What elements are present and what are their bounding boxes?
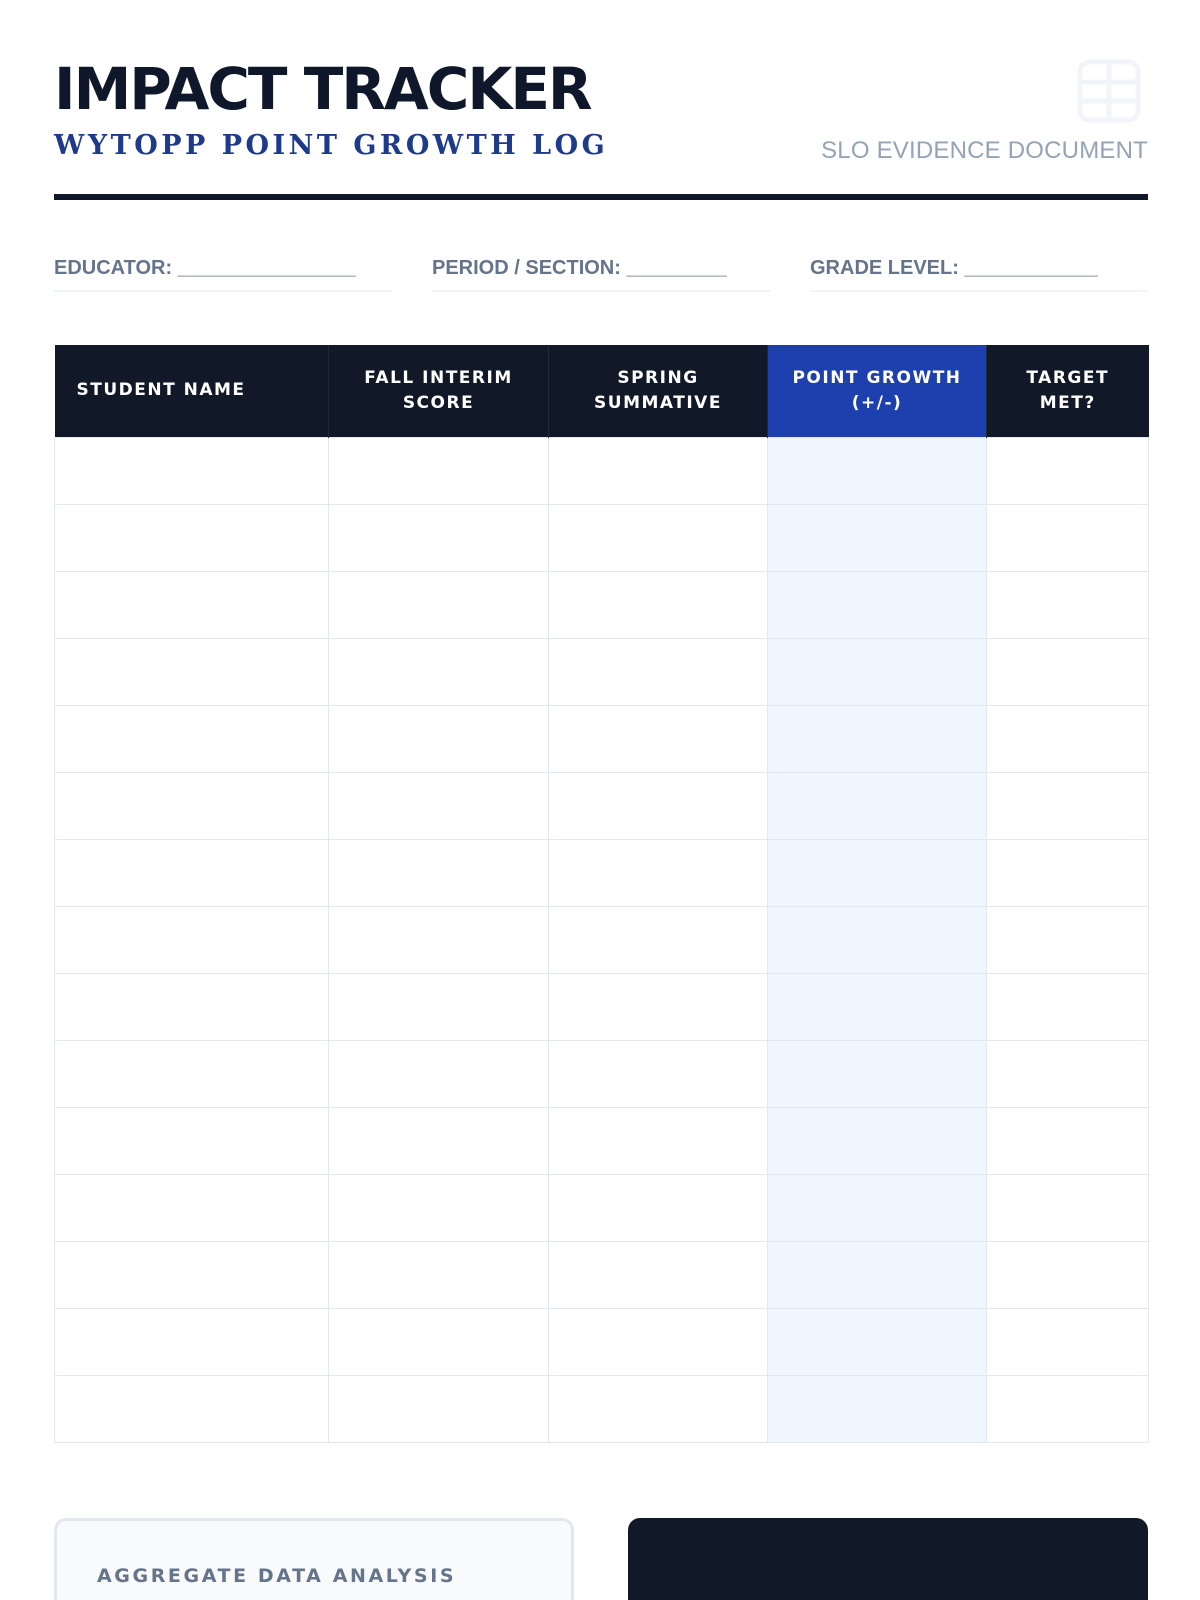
educator-field[interactable]: EDUCATOR: ________________ — [54, 252, 392, 292]
document-header — [54, 54, 1148, 200]
fall-interim-score-cell[interactable] — [329, 1375, 549, 1442]
student-name-cell[interactable] — [55, 1308, 329, 1375]
spring-summative-cell[interactable] — [549, 1107, 768, 1174]
student-name-cell[interactable] — [55, 571, 329, 638]
student-name-cell[interactable] — [55, 638, 329, 705]
table-grid-icon — [1076, 58, 1142, 124]
fall-interim-score-cell[interactable] — [329, 504, 549, 571]
target-met-cell[interactable] — [987, 1308, 1149, 1375]
grade-level-field[interactable]: GRADE LEVEL: ____________ — [810, 252, 1148, 292]
document-type-label: SLO EVIDENCE DOCUMENT — [821, 137, 1148, 164]
table-row — [55, 973, 1149, 1040]
spring-summative-cell[interactable] — [549, 1308, 768, 1375]
point-growth-cell[interactable] — [768, 1375, 987, 1442]
point-growth-cell[interactable] — [768, 1241, 987, 1308]
fall-interim-score-cell[interactable] — [329, 1174, 549, 1241]
target-met-cell[interactable] — [987, 1375, 1149, 1442]
table-row — [55, 1107, 1149, 1174]
table-row — [55, 571, 1149, 638]
fall-interim-score-cell[interactable] — [329, 571, 549, 638]
student-name-cell[interactable] — [55, 772, 329, 839]
period-section-field[interactable]: PERIOD / SECTION: _________ — [432, 252, 770, 292]
spring-summative-cell[interactable] — [549, 1040, 768, 1107]
point-growth-cell[interactable] — [768, 772, 987, 839]
table-row — [55, 638, 1149, 705]
fall-interim-score-cell[interactable] — [329, 638, 549, 705]
summary-panel — [628, 1518, 1148, 1600]
table-body — [55, 437, 1149, 1442]
table-row — [55, 437, 1149, 504]
table-row — [55, 705, 1149, 772]
target-met-cell[interactable] — [987, 1241, 1149, 1308]
spring-summative-cell[interactable] — [549, 571, 768, 638]
fall-interim-score-cell[interactable] — [329, 1040, 549, 1107]
spring-summative-cell[interactable] — [549, 504, 768, 571]
target-met-cell[interactable] — [987, 638, 1149, 705]
target-met-cell[interactable] — [987, 705, 1149, 772]
student-name-cell[interactable] — [55, 437, 329, 504]
target-met-cell[interactable] — [987, 772, 1149, 839]
point-growth-cell[interactable] — [768, 571, 987, 638]
student-name-cell[interactable] — [55, 705, 329, 772]
fall-interim-score-cell[interactable] — [329, 1241, 549, 1308]
column-header-point-growth: POINT GROWTH (+/-) — [768, 345, 987, 437]
target-met-cell[interactable] — [987, 571, 1149, 638]
document-subtitle: WYTOPP POINT GROWTH LOG — [54, 130, 609, 161]
spring-summative-cell[interactable] — [549, 1375, 768, 1442]
student-name-cell[interactable] — [55, 1174, 329, 1241]
table-row — [55, 1174, 1149, 1241]
point-growth-cell[interactable] — [768, 504, 987, 571]
point-growth-cell[interactable] — [768, 1174, 987, 1241]
fall-interim-score-cell[interactable] — [329, 839, 549, 906]
column-header-fall-interim-score: FALL INTERIM SCORE — [329, 345, 549, 437]
table-row — [55, 504, 1149, 571]
table-row — [55, 1375, 1149, 1442]
table-row — [55, 1308, 1149, 1375]
target-met-cell[interactable] — [987, 1107, 1149, 1174]
spring-summative-cell[interactable] — [549, 772, 768, 839]
point-growth-cell[interactable] — [768, 1040, 987, 1107]
student-name-cell[interactable] — [55, 839, 329, 906]
spring-summative-cell[interactable] — [549, 906, 768, 973]
fall-interim-score-cell[interactable] — [329, 772, 549, 839]
student-name-cell[interactable] — [55, 1241, 329, 1308]
spring-summative-cell[interactable] — [549, 839, 768, 906]
point-growth-cell[interactable] — [768, 437, 987, 504]
fall-interim-score-cell[interactable] — [329, 705, 549, 772]
fall-interim-score-cell[interactable] — [329, 906, 549, 973]
spring-summative-cell[interactable] — [549, 638, 768, 705]
table-row — [55, 772, 1149, 839]
fall-interim-score-cell[interactable] — [329, 1107, 549, 1174]
aggregate-analysis-title: AGGREGATE DATA ANALYSIS — [97, 1565, 457, 1587]
fall-interim-score-cell[interactable] — [329, 1308, 549, 1375]
point-growth-cell[interactable] — [768, 638, 987, 705]
target-met-cell[interactable] — [987, 1040, 1149, 1107]
column-header-target-met: TARGET MET? — [987, 345, 1149, 437]
spring-summative-cell[interactable] — [549, 1174, 768, 1241]
column-header-spring-summative: SPRING SUMMATIVE — [549, 345, 768, 437]
table-header-row — [55, 345, 1149, 437]
student-name-cell[interactable] — [55, 504, 329, 571]
target-met-cell[interactable] — [987, 906, 1149, 973]
spring-summative-cell[interactable] — [549, 437, 768, 504]
fall-interim-score-cell[interactable] — [329, 973, 549, 1040]
document-title: IMPACT TRACKER — [54, 55, 591, 123]
spring-summative-cell[interactable] — [549, 1241, 768, 1308]
header-divider — [54, 194, 1148, 200]
student-name-cell[interactable] — [55, 906, 329, 973]
point-growth-cell[interactable] — [768, 839, 987, 906]
table-row — [55, 839, 1149, 906]
student-name-cell[interactable] — [55, 1040, 329, 1107]
target-met-cell[interactable] — [987, 839, 1149, 906]
point-growth-cell[interactable] — [768, 1107, 987, 1174]
target-met-cell[interactable] — [987, 1174, 1149, 1241]
student-name-cell[interactable] — [55, 1107, 329, 1174]
student-name-cell[interactable] — [55, 1375, 329, 1442]
target-met-cell[interactable] — [987, 973, 1149, 1040]
student-name-cell[interactable] — [55, 973, 329, 1040]
spring-summative-cell[interactable] — [549, 705, 768, 772]
spring-summative-cell[interactable] — [549, 973, 768, 1040]
column-header-student-name: STUDENT NAME — [55, 345, 329, 437]
point-growth-cell[interactable] — [768, 1308, 987, 1375]
growth-log-table — [54, 345, 1148, 1443]
table-row — [55, 1040, 1149, 1107]
fall-interim-score-cell[interactable] — [329, 437, 549, 504]
aggregate-analysis-panel — [54, 1518, 574, 1600]
point-growth-cell[interactable] — [768, 906, 987, 973]
point-growth-cell[interactable] — [768, 705, 987, 772]
point-growth-cell[interactable] — [768, 973, 987, 1040]
table-row — [55, 1241, 1149, 1308]
table-row — [55, 906, 1149, 973]
target-met-cell[interactable] — [987, 504, 1149, 571]
target-met-cell[interactable] — [987, 437, 1149, 504]
